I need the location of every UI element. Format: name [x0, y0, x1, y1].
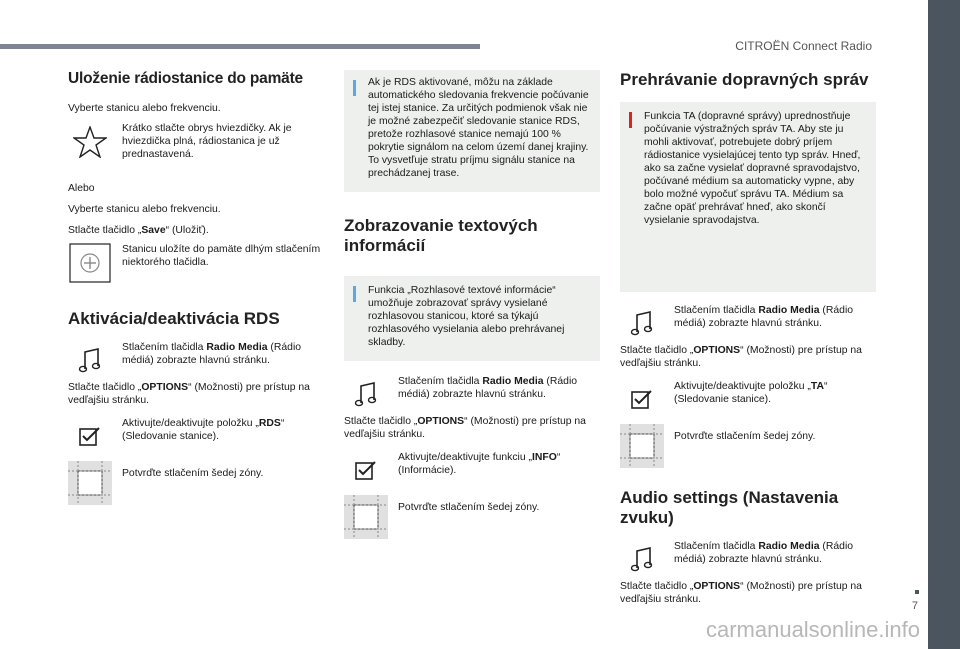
paragraph: Stlačte tlačidlo „Save“ (Uložiť). [68, 225, 209, 236]
info-box [344, 70, 600, 192]
music-note-icon [68, 341, 112, 381]
paragraph: Aktivujte/deaktivujte položku „TA“ (Sledovanie stanice). [674, 381, 828, 405]
header-title: CITROËN Connect Radio [735, 39, 872, 53]
music-note-icon [344, 375, 388, 415]
paragraph: Potvrďte stlačením šedej zóny. [674, 431, 816, 442]
paragraph: Stlačte tlačidlo „OPTIONS“ (Možnosti) pre prístup na vedľajšiu stránku. [620, 581, 862, 605]
paragraph: Stlačte tlačidlo „OPTIONS“ (Možnosti) pre prístup na vedľajšiu stránku. [620, 345, 862, 369]
gray-zone-icon [344, 497, 388, 537]
preset-plus-icon [68, 243, 112, 283]
page-side-band [928, 0, 960, 649]
paragraph: Stlačením tlačidla Radio Media (Rádio médiá) zobrazte hlavnú stránku. [122, 342, 302, 366]
paragraph: Stanicu uložíte do pamäte dlhým stlačením niektorého tlačidla. [122, 244, 321, 268]
info-box [344, 276, 600, 361]
warning-icon [629, 112, 632, 128]
paragraph: Stlačte tlačidlo „OPTIONS“ (Možnosti) pre prístup na vedľajšiu stránku. [344, 416, 586, 440]
page-marker [915, 590, 919, 594]
paragraph: Aktivujte/deaktivujte funkciu „INFO“ (Informácie). [398, 452, 561, 476]
warning-text: Funkcia TA (dopravné správy) uprednostňuje počúvanie výstražných správ TA. Aby ste ju mohli aktivovať, potrebujete dobrý príjem rádiostanice vysielajúcej tento typ správ. Hneď, ako sa začne vysielať dopravné spravodajstvo, počúvané médium sa automaticky vypne, aby bolo možné vypočuť správu TA. Médium sa začne opäť prehrávať hneď, ako skončí vysielanie spravodajstva. [644, 111, 861, 226]
info-icon [353, 80, 356, 96]
gray-zone-icon [620, 426, 664, 466]
paragraph: Stlačením tlačidla Radio Media (Rádio médiá) zobrazte hlavnú stránku. [674, 541, 854, 565]
section-heading-save-station: Uloženie rádiostanice do pamäte [68, 70, 303, 87]
paragraph: Vyberte stanicu alebo frekvenciu. [68, 103, 221, 114]
star-icon [68, 122, 112, 162]
checkbox-icon [68, 417, 112, 457]
header-rule [0, 44, 480, 49]
paragraph: Alebo [68, 183, 95, 194]
section-heading-text-info: Zobrazovanie textových informácií [344, 216, 538, 255]
paragraph: Stlačte tlačidlo „OPTIONS“ (Možnosti) pre prístup na vedľajšiu stránku. [68, 382, 310, 406]
paragraph: Krátko stlačte obrys hviezdičky. Ak je hviezdička plná, rádiostanica je už prednastavená. [122, 123, 292, 160]
info-text: Ak je RDS aktivované, môžu na základe automatického sledovania frekvencie počúvanie tej istej stanice. Za určitých podmienok však nie je možné zabezpečiť sledovanie stanice RDS, pretože rozhlasové stanice nemajú 100 % pokrytie signálom na celom území danej krajiny. To vysvetľuje stratu príjmu signálu stanice na prechádzanej trase. [368, 77, 589, 179]
paragraph: Stlačením tlačidla Radio Media (Rádio médiá) zobrazte hlavnú stránku. [398, 376, 578, 400]
info-text: Funkcia „Rozhlasové textové informácie“ umožňuje zobrazovať správy vysielané rozhlasovou stanicou, ktoré sa týkajú rozhlasového vysielania alebo prehrávanej skladby. [368, 285, 565, 348]
checkbox-icon [344, 451, 388, 491]
paragraph: Aktivujte/deaktivujte položku „RDS“ (Sledovanie stanice). [122, 418, 285, 442]
page-number: 7 [911, 600, 918, 612]
section-heading-rds: Aktivácia/deaktivácia RDS [68, 309, 280, 328]
gray-zone-icon [68, 463, 112, 503]
section-heading-traffic: Prehrávanie dopravných správ [620, 70, 869, 89]
music-note-icon [620, 304, 664, 344]
column-2 [344, 70, 600, 537]
music-note-icon [620, 540, 664, 580]
column-1 [68, 70, 326, 503]
paragraph: Potvrďte stlačením šedej zóny. [398, 502, 540, 513]
section-heading-audio: Audio settings (Nastavenia zvuku) [620, 488, 839, 527]
info-icon [353, 286, 356, 302]
warning-box [620, 102, 876, 292]
checkbox-icon [620, 380, 664, 420]
paragraph: Stlačením tlačidla Radio Media (Rádio médiá) zobrazte hlavnú stránku. [674, 305, 854, 329]
paragraph: Vyberte stanicu alebo frekvenciu. [68, 204, 221, 215]
watermark: carmanualsonline.info [705, 617, 920, 642]
column-3 [620, 70, 876, 606]
paragraph: Potvrďte stlačením šedej zóny. [122, 468, 264, 479]
